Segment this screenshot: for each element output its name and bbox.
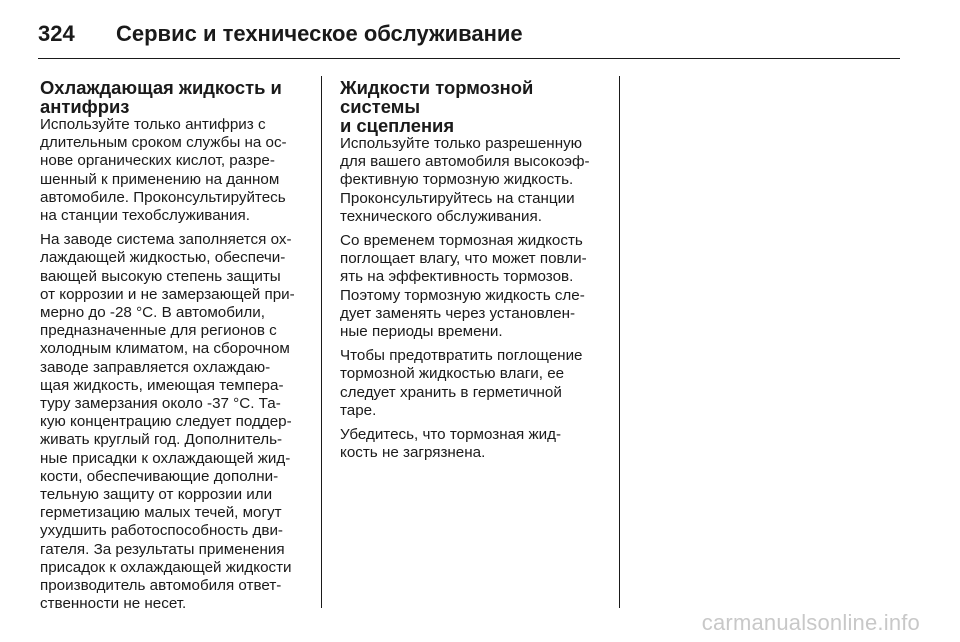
page-number: 324	[38, 21, 75, 46]
coolant-paragraph-1: Используйте только антифриз с длительным сроком службы на ос- нове органических кислот, разре- шенный к применению на данном автомобиле. Проконсультируйтесь на станции техобслуживания.	[40, 116, 287, 225]
column-divider	[619, 76, 620, 608]
brake-paragraph-3: Чтобы предотвратить поглощение тормозной жидкостью влаги, ее следует хранить в герметичной таре.	[340, 347, 583, 419]
header-rule	[38, 58, 900, 59]
page-header	[38, 14, 523, 54]
watermark: carmanualsonline.info	[701, 610, 920, 635]
right-column	[340, 78, 606, 468]
brake-paragraph-2: Со временем тормозная жидкость поглощает влагу, что может повли- ять на эффективность тормозов. Поэтому тормозную жидкость сле- дует заменять через установлен- ные периоды времени.	[340, 232, 587, 341]
column-divider	[321, 76, 322, 608]
brake-paragraph-4: Убедитесь, что тормозная жид- кость не загрязнена.	[340, 426, 562, 462]
brake-paragraph-1: Используйте только разрешенную для вашего автомобиля высокоэф- фективную тормозную жидкость. Проконсультируйтесь на станции технического обслуживания.	[340, 135, 590, 225]
section-heading-brake-fluid: Жидкости тормозной системы и сцепления	[340, 77, 534, 136]
section-heading-coolant: Охлаждающая жидкость и антифриз	[40, 77, 282, 117]
coolant-paragraph-2: На заводе система заполняется ох- лаждающей жидкостью, обеспечи- вающей высокую степень защиты от коррозии и не замерзающей при- мерно до -28 °C. В автомобили, предназначенные для регионов с холодным климатом, на сборочном заводе заправляется охлаждаю- щая жидкость, имеющая темпера- туру замерзания около -37 °C. Та- кую концентрацию следует поддер- живать круглый год. Дополнитель- ные присадки к охлаждающей жид- кости, обеспечивающие дополни- тельную защиту от коррозии или герметизацию малых течей, могут ухудшить работоспособность дви- гателя. За результаты применения присадок к охлаждающей жидкости производитель автомобиля ответ- ственности не несет.	[40, 231, 295, 613]
left-column	[40, 78, 306, 619]
page-title: Сервис и техническое обслуживание	[116, 21, 523, 46]
